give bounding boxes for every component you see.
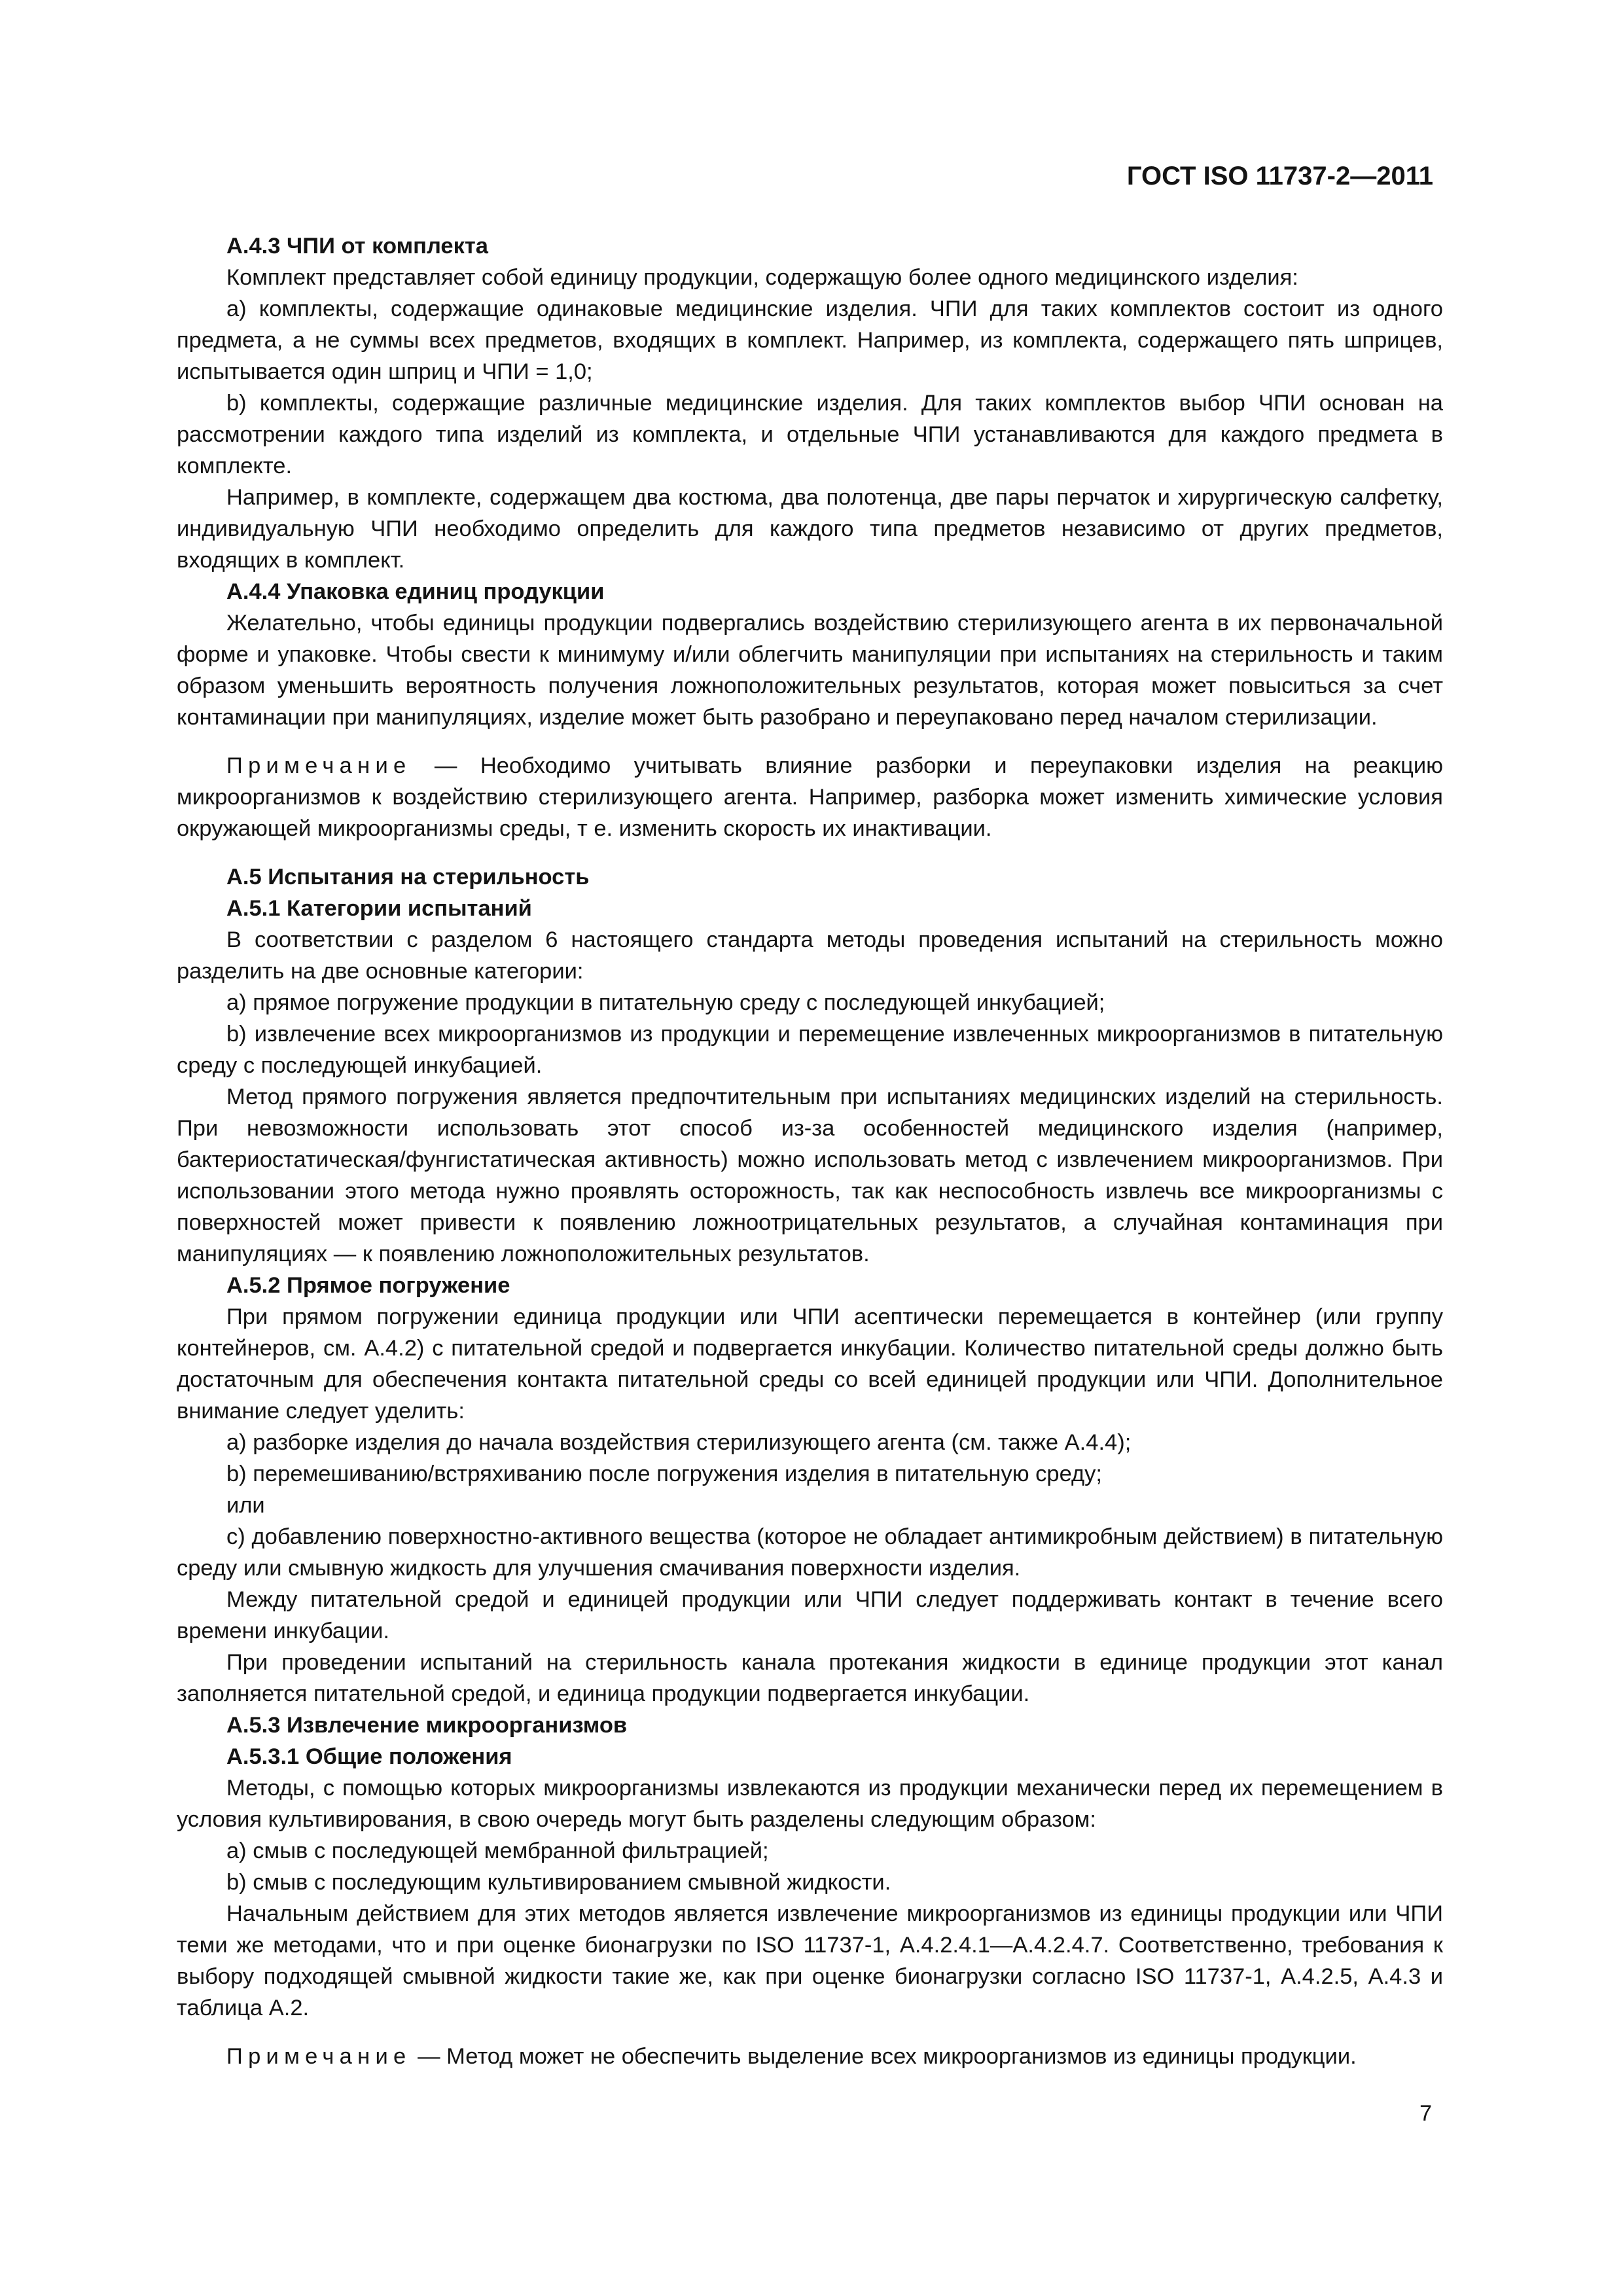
section-heading-a5: А.5 Испытания на стерильность bbox=[226, 865, 590, 889]
paragraph: Комплект представляет собой единицу продукции, содержащую более одного медицинского изделия: bbox=[226, 265, 1298, 290]
note-lead: Примечание bbox=[226, 753, 412, 778]
paragraph: Метод прямого погружения является предпочтительным при испытаниях медицинских изделий на стерильность. При невозможности использовать этот способ из-за особенностей медицинского изделия (например, бактериостатическая/фунгистатическая активность) можно использовать метод с извлечением микроорганизмов. При использовании этого метода нужно проявлять осторожность, так как неспособность извлечь все микроорганизмы с поверхностей может привести к появлению ложноотрицательных результатов, а случайная контаминация при манипуляциях — к появлению ложноположительных результатов. bbox=[177, 1085, 1443, 1266]
document-body bbox=[177, 230, 1443, 2072]
paragraph: или bbox=[226, 1493, 265, 1518]
note-lead: Примечание bbox=[226, 2044, 412, 2069]
section-heading-a5-3: А.5.3 Извлечение микроорганизмов bbox=[226, 1713, 628, 1738]
list-item: a) смыв с последующей мембранной фильтрацией; bbox=[226, 1839, 769, 1863]
list-item: b) комплекты, содержащие различные медицинские изделия. Для таких комплектов выбор ЧПИ основан на рассмотрении каждого типа изделий из комплекта, и отдельные ЧПИ устанавливаются для каждого предмета в комплекте. bbox=[177, 391, 1443, 478]
section-heading-a5-1: А.5.1 Категории испытаний bbox=[226, 896, 532, 921]
paragraph: Между питательной средой и единицей продукции или ЧПИ следует поддерживать контакт в течение всего времени инкубации. bbox=[177, 1587, 1443, 1643]
list-item: a) комплекты, содержащие одинаковые медицинские изделия. ЧПИ для таких комплектов состоит из одного предмета, а не суммы всех предметов, входящих в комплект. Например, из комплекта, содержащего пять шприцев, испытывается один шприц и ЧПИ = 1,0; bbox=[177, 296, 1443, 384]
list-item: a) разборке изделия до начала воздействия стерилизующего агента (см. также А.4.4); bbox=[226, 1430, 1132, 1455]
note-text: — Метод может не обеспечить выделение всех микроорганизмов из единицы продукции. bbox=[411, 2044, 1357, 2069]
list-item: b) извлечение всех микроорганизмов из продукции и перемещение извлеченных микроорганизмов в питательную среду с последующей инкубацией. bbox=[177, 1022, 1443, 1078]
list-item: b) смыв с последующим культивированием смывной жидкости. bbox=[226, 1870, 891, 1895]
note bbox=[177, 2041, 1443, 2072]
page-number: 7 bbox=[1419, 2101, 1432, 2126]
section-heading-a5-3-1: А.5.3.1 Общие положения bbox=[226, 1744, 512, 1769]
paragraph: При проведении испытаний на стерильность канала протекания жидкости в единице продукции этот канал заполняется питательной средой, и единица продукции подвергается инкубации. bbox=[177, 1650, 1443, 1706]
list-item: a) прямое погружение продукции в питательную среду с последующей инкубацией; bbox=[226, 990, 1105, 1015]
section-heading-a4-4: А.4.4 Упаковка единиц продукции bbox=[226, 579, 605, 604]
paragraph: Желательно, чтобы единицы продукции подвергались воздействию стерилизующего агента в их первоначальной форме и упаковке. Чтобы свести к минимуму и/или облегчить манипуляции при испытаниях на стерильность и таким образом уменьшить вероятность получения ложноположительных результатов, которая может повыситься за счет контаминации при манипуляциях, изделие может быть разобрано и переупаковано перед началом стерилизации. bbox=[177, 611, 1443, 730]
note-text: — Необходимо учитывать влияние разборки и переупаковки изделия на реакцию микроорганизмов к воздействию стерилизующего агента. Например, разборка может изменить химические условия окружающей микроорганизмы среды, т е. изменить скорость их инактивации. bbox=[177, 753, 1443, 841]
paragraph: Начальным действием для этих методов является извлечение микроорганизмов из единицы продукции или ЧПИ теми же методами, что и при оценке бионагрузки по ISO 11737-1, А.4.2.4.1—А.4.2.4.7. Соответственно, требования к выбору подходящей смывной жидкости такие же, как при оценке бионагрузки согласно ISO 11737-1, А.4.2.5, А.4.3 и таблица А.2. bbox=[177, 1901, 1443, 2020]
section-heading-a4-3: А.4.3 ЧПИ от комплекта bbox=[226, 234, 488, 259]
list-item: c) добавлению поверхностно-активного вещества (которое не обладает антимикробным действием) в питательную среду или смывную жидкость для улучшения смачивания поверхности изделия. bbox=[177, 1524, 1443, 1581]
paragraph: При прямом погружении единица продукции или ЧПИ асептически перемещается в контейнер (или группу контейнеров, см. А.4.2) с питательной средой и подвергается инкубации. Количество питательной среды должно быть достаточным для обеспечения контакта питательной среды со всей единицей продукции или ЧПИ. Дополнительное внимание следует уделить: bbox=[177, 1304, 1443, 1424]
paragraph: Методы, с помощью которых микроорганизмы извлекаются из продукции механически перед их перемещением в условия культивирования, в свою очередь могут быть разделены следующим образом: bbox=[177, 1776, 1443, 1832]
paragraph: Например, в комплекте, содержащем два костюма, два полотенца, две пары перчаток и хирургическую салфетку, индивидуальную ЧПИ необходимо определить для каждого типа предметов независимо от других предметов, входящих в комплект. bbox=[177, 485, 1443, 573]
list-item: b) перемешиванию/встряхиванию после погружения изделия в питательную среду; bbox=[226, 1462, 1102, 1486]
section-heading-a5-2: А.5.2 Прямое погружение bbox=[226, 1273, 510, 1298]
paragraph: В соответствии с разделом 6 настоящего стандарта методы проведения испытаний на стерильность можно разделить на две основные категории: bbox=[177, 927, 1443, 984]
note bbox=[177, 750, 1443, 844]
document-code: ГОСТ ISO 11737-2—2011 bbox=[1126, 162, 1433, 190]
